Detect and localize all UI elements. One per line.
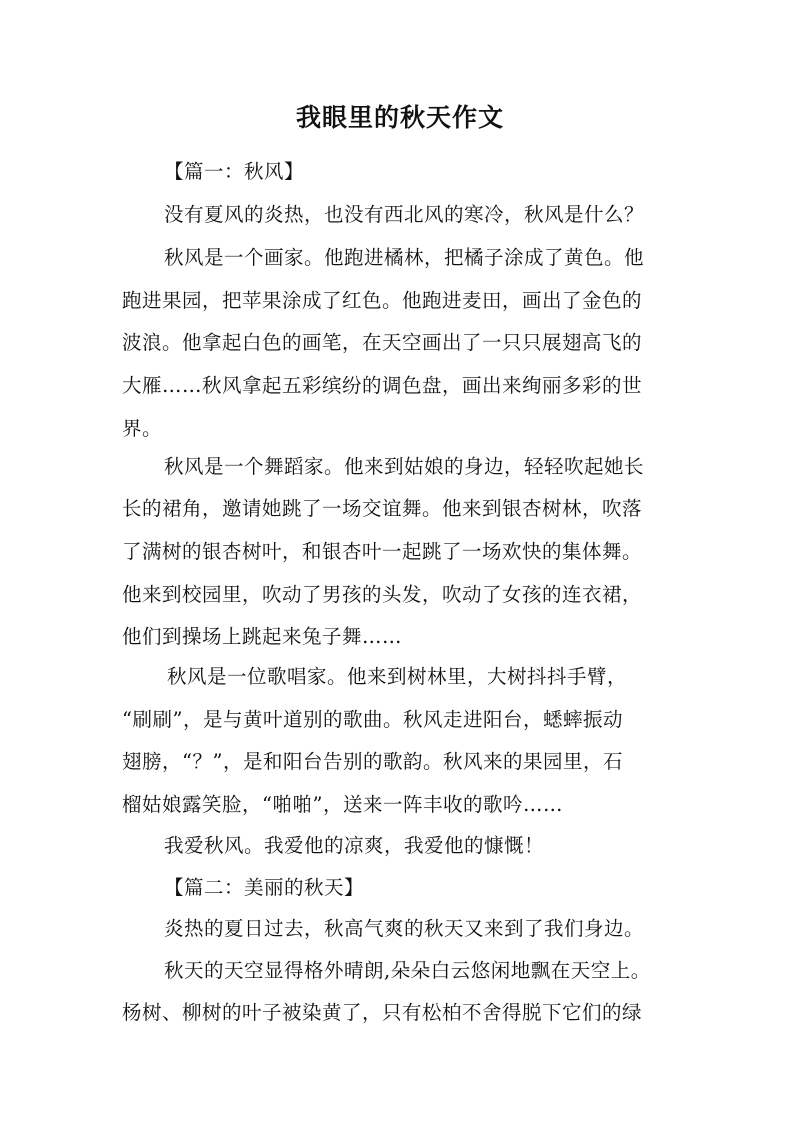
paragraph-line: 跑进果园，把苹果涂成了红色。他跑进麦田，画出了金色的 — [122, 289, 643, 312]
paragraph-line: 了满树的银杏树叶，和银杏叶一起跳了一场欢快的集体舞。 — [122, 540, 643, 563]
paragraph-line: 大雁……秋风拿起五彩缤纷的调色盘，画出来绚丽多彩的世 — [122, 374, 643, 397]
paragraph-line: 炎热的夏日过去，秋高气爽的秋天又来到了我们身边。 — [164, 917, 645, 940]
paragraph-line: 他们到操场上跳起来兔子舞…… — [122, 625, 403, 648]
paragraph-line: 杨树、柳树的叶子被染黄了，只有松柏不舍得脱下它们的绿 — [122, 1001, 643, 1024]
paragraph-line: “刷刷”，是与黄叶道别的歌曲。秋风走进阳台，蟋蟀振动 — [122, 708, 623, 731]
paragraph-line: 没有夏风的炎热，也没有西北风的寒冷，秋风是什么？ — [164, 203, 645, 226]
paragraph-line: 翅膀，“？”，是和阳台告别的歌韵。秋风来的果园里，石 — [122, 750, 623, 773]
paragraph-line: 秋风是一个舞蹈家。他来到姑娘的身边，轻轻吹起她长 — [164, 455, 645, 478]
paragraph-line: 波浪。他拿起白色的画笔，在天空画出了一只只展翅高飞的 — [122, 331, 643, 354]
section-heading-1: 【篇一：秋风】 — [164, 160, 305, 183]
page-title: 我眼里的秋天作文 — [295, 103, 504, 132]
paragraph-line: 秋天的天空显得格外晴朗,朵朵白云悠闲地飘在天空上。 — [164, 959, 651, 982]
paragraph-line: 榴姑娘露笑脸，“啪啪”，送来一阵丰收的歌吟…… — [122, 793, 563, 816]
paragraph-line: 秋风是一位歌唱家。他来到树林里，大树抖抖手臂， — [167, 665, 628, 688]
paragraph-line: 长的裙角，邀请她跳了一场交谊舞。他来到银杏树林，吹落 — [122, 497, 643, 520]
paragraph-line: 秋风是一个画家。他跑进橘林，把橘子涂成了黄色。他 — [164, 246, 645, 269]
paragraph-line: 界。 — [122, 417, 163, 440]
paragraph-line: 他来到校园里，吹动了男孩的头发，吹动了女孩的连衣裙， — [122, 583, 643, 606]
paragraph-line: 我爱秋风。我爱他的凉爽，我爱他的慷慨！ — [164, 834, 545, 857]
section-heading-2: 【篇二：美丽的秋天】 — [164, 876, 365, 899]
